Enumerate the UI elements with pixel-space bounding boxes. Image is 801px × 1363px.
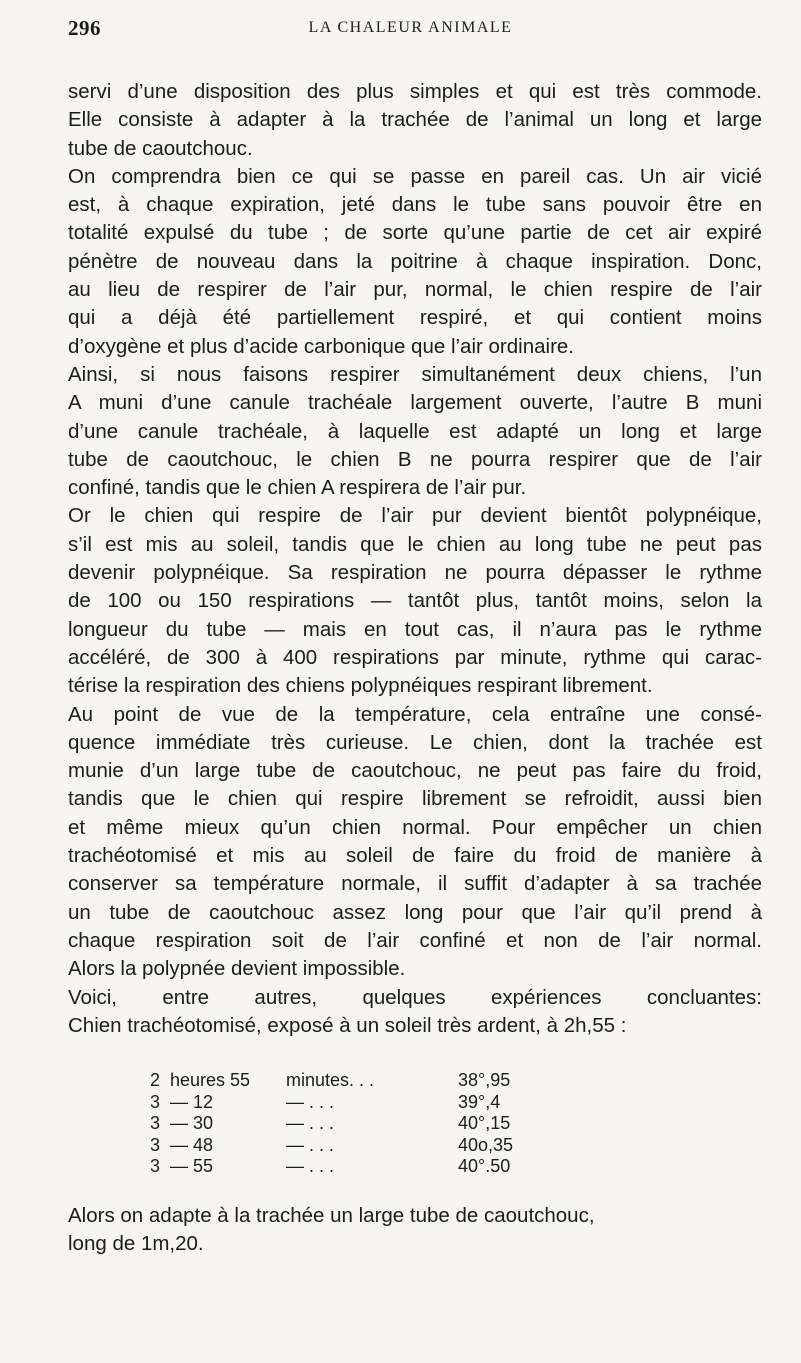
text-line: au lieu de respirer de l’air pur, normal, le chien respire de l’air [68, 278, 762, 302]
text-line: Ainsi, si nous faisons respirer simultanément deux chiens, l’un [68, 362, 762, 386]
text-line: est, à chaque expiration, jeté dans le tube sans pouvoir être en [68, 193, 762, 217]
text-line: de 100 ou 150 respirations — tantôt plus, tantôt moins, selon la [68, 589, 762, 613]
table-cell-hour: 3 [150, 1091, 161, 1112]
table-cell-hour: 2 [150, 1070, 161, 1090]
temperature-table [150, 1070, 513, 1178]
text-line: confiné, tandis que le chien A respirera de l’air pur. [68, 476, 527, 500]
table-cell-unit: — . . . [286, 1134, 335, 1155]
text-line: et même mieux qu’un chien normal. Pour empêcher un chien [68, 815, 762, 839]
text-line: quence immédiate très curieuse. Le chien, dont la trachée est [68, 730, 762, 754]
text-line: servi d’une disposition des plus simples et qui est très commode. [68, 80, 762, 103]
page-number: 296 [68, 16, 101, 40]
table-cell-unit: — . . . [286, 1156, 335, 1176]
text-line: qui a déjà été partiellement respiré, et qui contient moins [68, 306, 762, 330]
page-header [0, 14, 801, 44]
paragraph [68, 701, 762, 984]
table-row [150, 1156, 513, 1178]
table-row [150, 1135, 513, 1157]
text-line: A muni d’une canule trachéale largement ouverte, l’autre B muni [68, 391, 762, 415]
text-line: un tube de caoutchouc assez long pour que l’air qu’il prend à [68, 900, 762, 924]
text-line: longueur du tube — mais en tout cas, il n’aura pas le rythme [68, 617, 762, 641]
table-cell-minutes: heures 55 [170, 1070, 251, 1090]
text-line: long de 1m,20. [68, 1232, 204, 1256]
table-cell-minutes: — 55 [170, 1156, 214, 1176]
text-line: tube de caoutchouc. [68, 136, 253, 160]
table-cell-temp: 40o,35 [458, 1134, 514, 1155]
text-line: conserver sa température normale, il suffit d’adapter à sa trachée [68, 872, 762, 896]
paragraph [68, 78, 762, 163]
text-line: accéléré, de 300 à 400 respirations par minute, rythme qui carac- [68, 645, 762, 669]
table-cell-hour: 3 [150, 1113, 161, 1133]
table-cell-temp: 40°,15 [458, 1113, 511, 1133]
text-line: Au point de vue de la température, cela entraîne une consé- [68, 702, 762, 726]
text-line: Chien trachéotomisé, exposé à un soleil très ardent, à 2h,55 : [68, 1013, 627, 1037]
body-text [68, 78, 762, 1040]
text-line: Voici, entre autres, quelques expériences concluantes: [68, 985, 762, 1009]
table-cell-minutes: — 30 [170, 1113, 214, 1133]
table-cell-minutes: — 48 [170, 1134, 214, 1155]
table-row [150, 1092, 513, 1114]
table-cell-temp: 38°,95 [458, 1070, 511, 1090]
text-line: d’une canule trachéale, à laquelle est adapté un long et large [68, 419, 762, 443]
paragraph [68, 163, 762, 361]
table-cell-temp: 40°.50 [458, 1156, 511, 1176]
text-line: pénètre de nouveau dans la poitrine à chaque inspiration. Donc, [68, 249, 762, 273]
table-cell-temp: 39°,4 [458, 1091, 501, 1112]
running-title: LA CHALEUR ANIMALE [308, 19, 513, 36]
table-cell-hour: 3 [150, 1134, 161, 1155]
table-row [150, 1113, 513, 1135]
text-line: térise la respiration des chiens polypnéiques respirant librement. [68, 674, 653, 698]
text-line: d’oxygène et plus d’acide carbonique que l’air ordinaire. [68, 334, 574, 358]
paragraph [68, 984, 762, 1041]
text-line: devenir polypnéique. Sa respiration ne pourra dépasser le rythme [68, 561, 762, 585]
text-line: tandis que le chien qui respire librement se refroidit, aussi bien [68, 787, 762, 811]
closing-paragraph [68, 1202, 762, 1259]
text-line: Alors on adapte à la trachée un large tube de caoutchouc, [68, 1204, 595, 1227]
table-cell-unit: — . . . [286, 1113, 335, 1133]
text-line: totalité expulsé du tube ; de sorte qu’une partie de cet air expiré [68, 221, 762, 245]
table-cell-hour: 3 [150, 1156, 161, 1176]
text-line: tube de caoutchouc, le chien B ne pourra respirer que de l’air [68, 447, 762, 471]
paragraph [68, 361, 762, 502]
table-row [150, 1070, 513, 1092]
text-line: trachéotomisé et mis au soleil de faire du froid de manière à [68, 844, 762, 868]
text-line: Alors la polypnée devient impossible. [68, 957, 406, 981]
paragraph [68, 502, 762, 700]
text-line: On comprendra bien ce qui se passe en pareil cas. Un air vicié [68, 164, 762, 188]
text-line: Elle consiste à adapter à la trachée de l’animal un long et large [68, 108, 762, 132]
text-line: s’il est mis au soleil, tandis que le chien au long tube ne peut pas [68, 532, 762, 556]
table-cell-minutes: — 12 [170, 1091, 214, 1112]
text-line: chaque respiration soit de l’air confiné et non de l’air normal. [68, 928, 762, 952]
text-line: Or le chien qui respire de l’air pur devient bientôt polypnéique, [68, 504, 762, 528]
table-cell-unit: minutes. . . [286, 1070, 375, 1090]
text-line: munie d’un large tube de caoutchouc, ne peut pas faire du froid, [68, 759, 762, 783]
table-cell-unit: — . . . [286, 1091, 335, 1112]
